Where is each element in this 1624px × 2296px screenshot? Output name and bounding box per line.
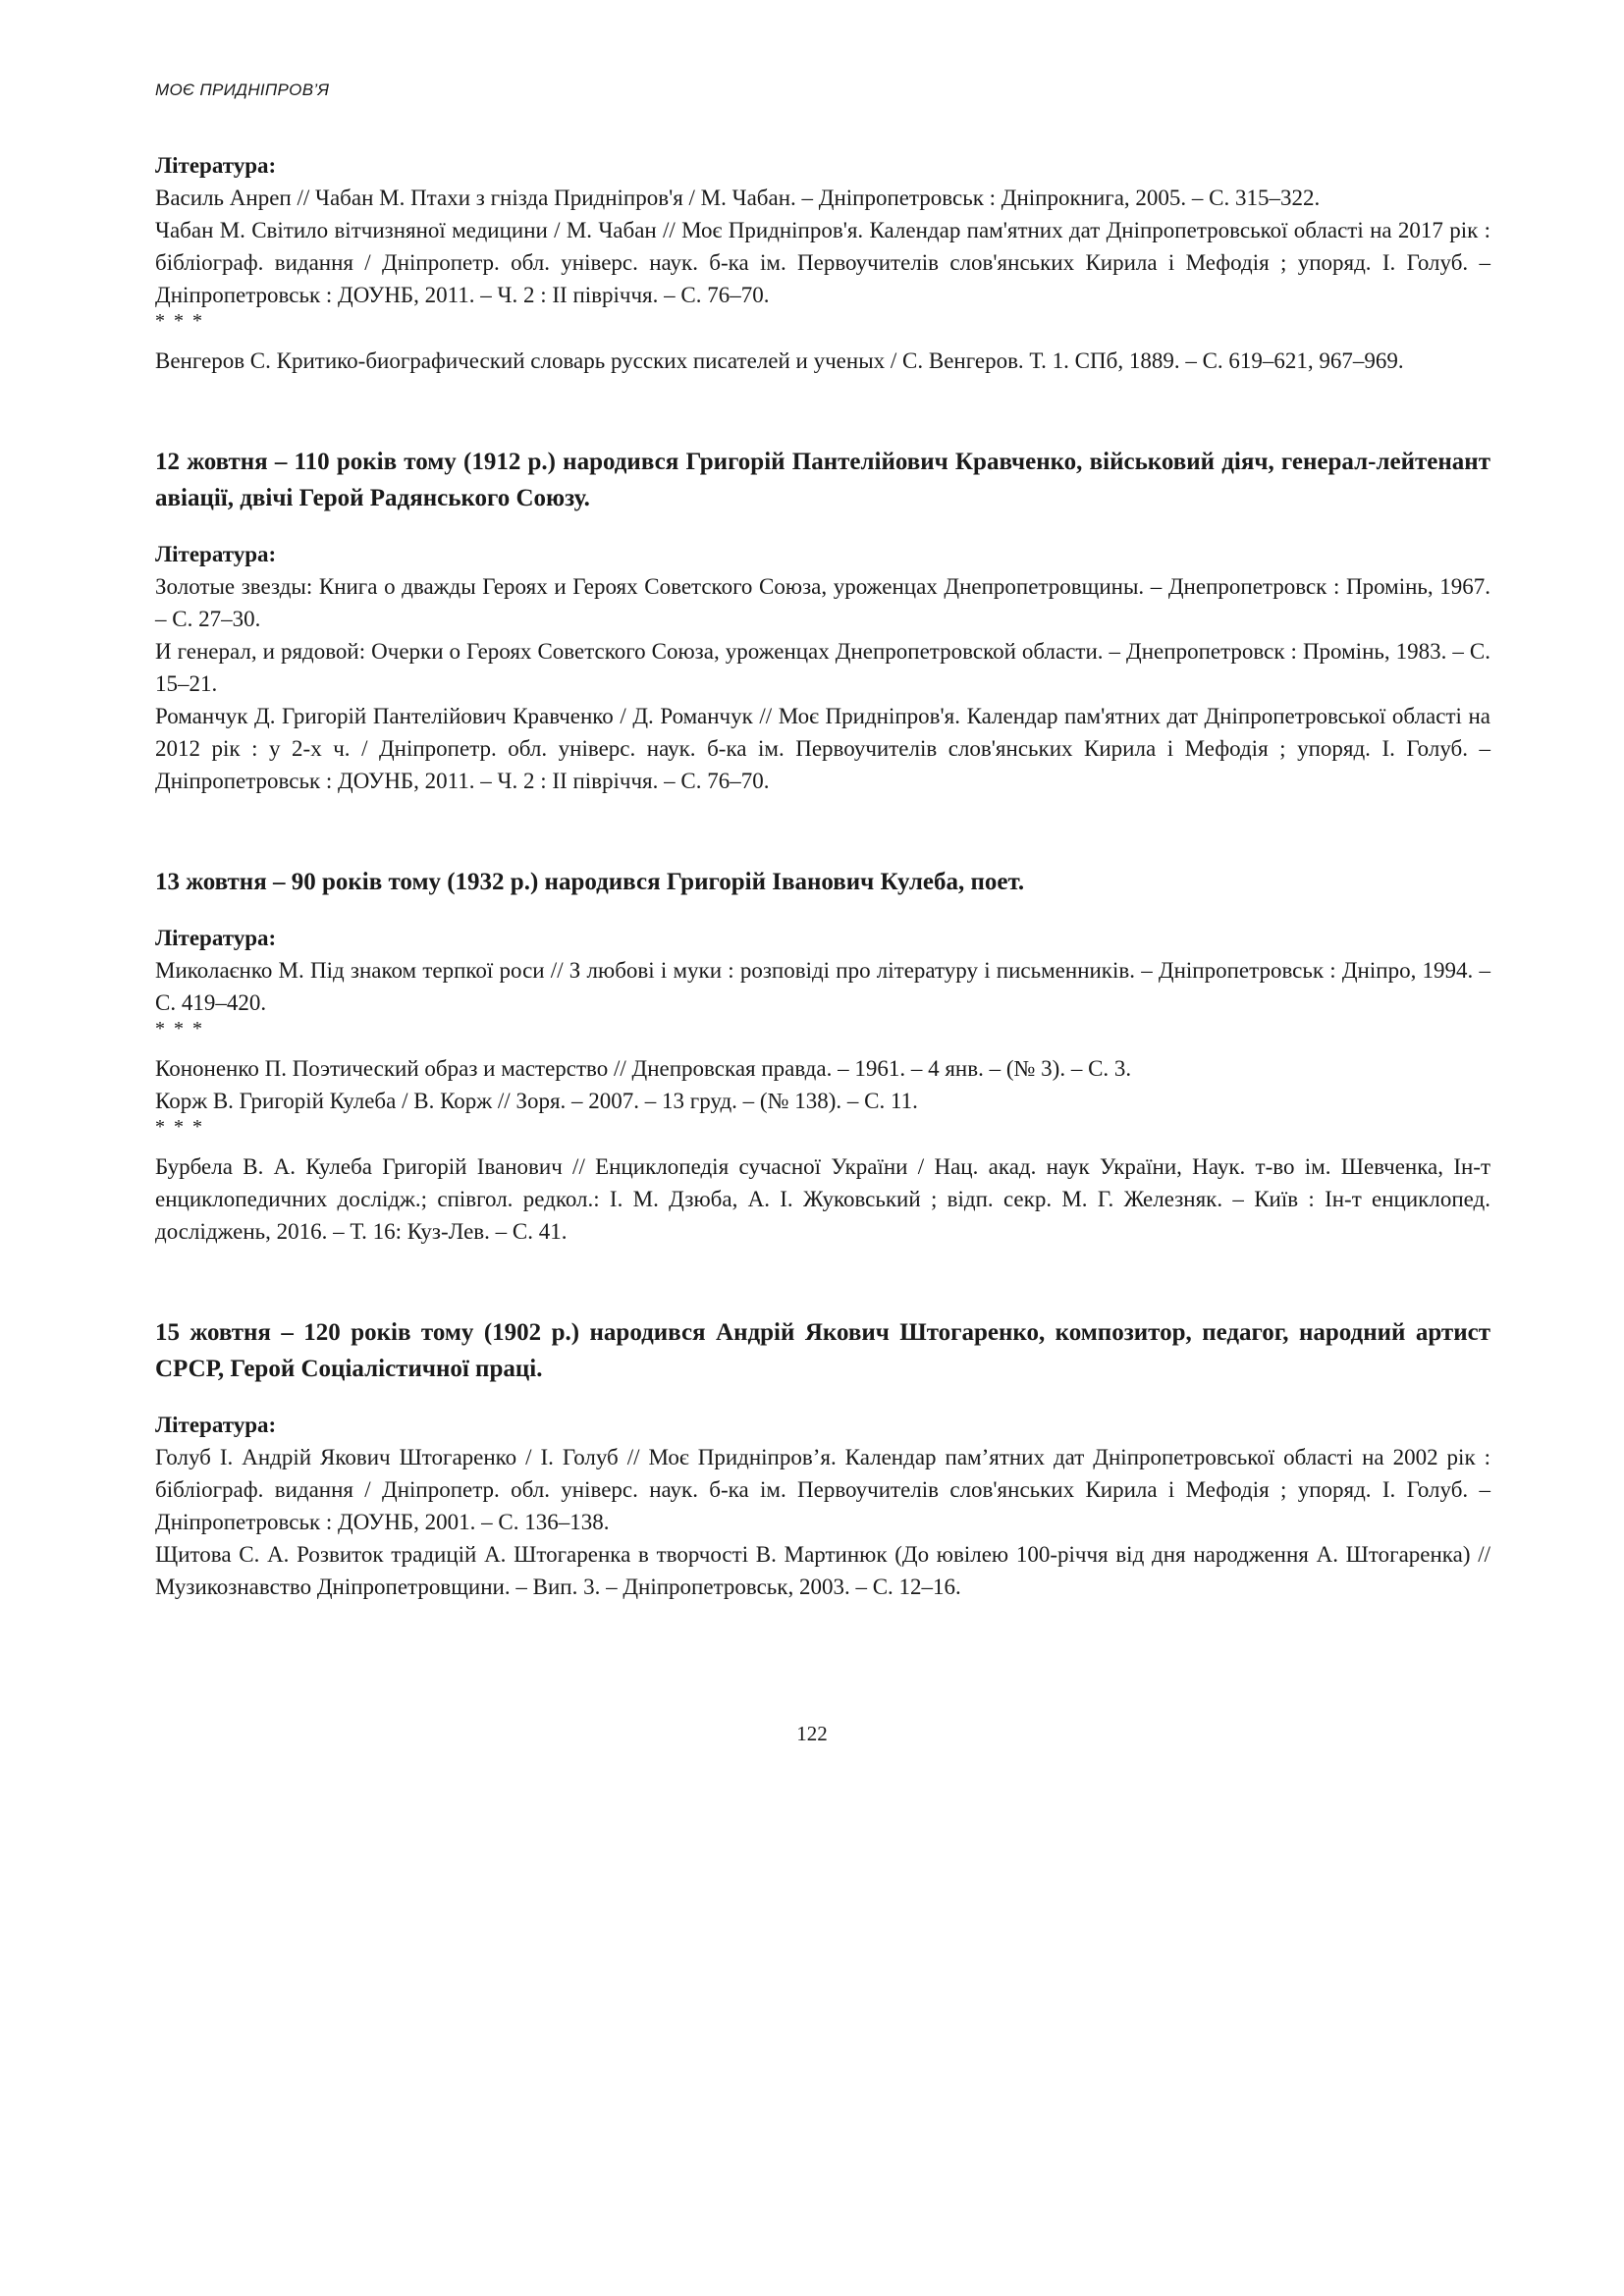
page-content — [155, 149, 1490, 1603]
bibliography-entry: Венгеров С. Критико-биографический словарь русских писателей и ученых / С. Венгеров. Т. 1. СПб, 1889. – С. 619–621, 967–969. — [155, 348, 1404, 373]
event-section — [155, 864, 1490, 1248]
bibliography-entry: Чабан М. Світило вітчизняної медицини / М. Чабан // Моє Придніпров'я. Календар пам'ятних дат Дніпропетровської області на 2017 рік : бібліограф. видання / Дніпропетр. обл. універс. наук. б-ка ім. Первоучителів слов'янських Кирила і Мефодія ; упоряд. І. Голуб. – Дніпропетровськ : ДОУНБ, 2011. – Ч. 2 : ІІ півріччя. – С. 76–70. — [155, 218, 1490, 307]
bibliography-entry: И генерал, и рядовой: Очерки о Героях Советского Союза, уроженцах Днепропетровской области. – Днепропетровск : Промінь, 1983. – С. 15–21. — [155, 639, 1490, 696]
event-title: 12 жовтня – 110 років тому (1912 р.) народився Григорій Пантелійович Кравченко, військовий діяч, генерал-лейтенант авіації, двічі Герой Радянського Союзу. — [155, 449, 1490, 511]
bibliography-entry: Кононенко П. Поэтический образ и мастерство // Днепровская правда. – 1961. – 4 янв. – (№ 3). – С. 3. — [155, 1056, 1132, 1081]
bibliography-entry: Василь Анреп // Чабан М. Птахи з гнізда Придніпров'я / М. Чабан. – Дніпропетровськ : Дніпрокнига, 2005. – С. 315–322. — [155, 186, 1321, 210]
event-title: 13 жовтня – 90 років тому (1932 р.) народився Григорій Іванович Кулеба, поет. — [155, 869, 1025, 895]
bibliography-entry: Голуб І. Андрій Якович Штогаренко / І. Голуб // Моє Придніпров’я. Календар пам’ятних дат Дніпропетровської області на 2002 рік : бібліограф. видання / Дніпропетр. обл. універс. наук. б-ка ім. Первоучителів слов'янських Кирила і Мефодія ; упоряд. І. Голуб. – Дніпропетровськ : ДОУНБ, 2001. – С. 136–138. — [155, 1445, 1490, 1534]
bibliography-section — [155, 149, 1490, 377]
bibliography-entry: Золотые звезды: Книга о дважды Героях и Героях Советского Союза, уроженцах Днепропетровщины. – Днепропетровск : Промінь, 1967. – С. 27–30. — [155, 574, 1490, 631]
bibliography-entry: Романчук Д. Григорій Пантелійович Кравченко / Д. Романчук // Моє Придніпров'я. Календар пам'ятних дат Дніпропетровської області на 2012 рік : у 2-х ч. / Дніпропетр. обл. універс. наук. б-ка ім. Первоучителів слов'янських Кирила і Мефодія ; упоряд. І. Голуб. – Дніпропетровськ : ДОУНБ, 2011. – Ч. 2 : ІІ півріччя. – С. 76–70. — [155, 704, 1490, 793]
separator-asterisks: * * * — [155, 1018, 204, 1040]
literature-heading: Література: — [155, 1413, 277, 1437]
bibliography-entry: Корж В. Григорій Кулеба / В. Корж // Зоря. – 2007. – 13 груд. – (№ 138). – С. 11. — [155, 1089, 918, 1113]
separator-asterisks: * * * — [155, 1116, 204, 1138]
bibliography-entry: Миколаєнко М. Під знаком терпкої роси // З любові і муки : розповіді про літературу і письменників. – Дніпропетровськ : Дніпро, 1994. – С. 419–420. — [155, 958, 1490, 1015]
literature-heading: Література: — [155, 542, 277, 566]
event-section — [155, 444, 1490, 797]
literature-heading: Література: — [155, 926, 277, 950]
page-number: 122 — [796, 1722, 828, 1745]
literature-heading: Література: — [155, 153, 277, 178]
event-title: 15 жовтня – 120 років тому (1902 р.) народився Андрій Якович Штогаренко, композитор, педагог, народний артист СРСР, Герой Соціалістичної праці. — [155, 1319, 1490, 1382]
separator-asterisks: * * * — [155, 310, 204, 332]
bibliography-entry: Бурбела В. А. Кулеба Григорій Іванович // Енциклопедія сучасної України / Нац. акад. наук України, Наук. т-во ім. Шевченка, Ін-т енциклопедичних дослідж.; співгол. редкол.: І. М. Дзюба, А. І. Жуковський ; відп. секр. М. Г. Железняк. – Київ : Ін-т енциклопед. досліджень, 2016. – Т. 16: Куз-Лев. – С. 41. — [155, 1154, 1490, 1244]
running-header: МОЄ ПРИДНІПРОВ’Я — [155, 80, 330, 99]
event-section — [155, 1314, 1490, 1603]
bibliography-entry: Щитова С. А. Розвиток традицій А. Штогаренка в творчості В. Мартинюк (До ювілею 100-річчя від дня народження А. Штогаренка) // Музикознавство Дніпропетровщини. – Вип. 3. – Дніпропетровськ, 2003. – С. 12–16. — [155, 1542, 1490, 1599]
